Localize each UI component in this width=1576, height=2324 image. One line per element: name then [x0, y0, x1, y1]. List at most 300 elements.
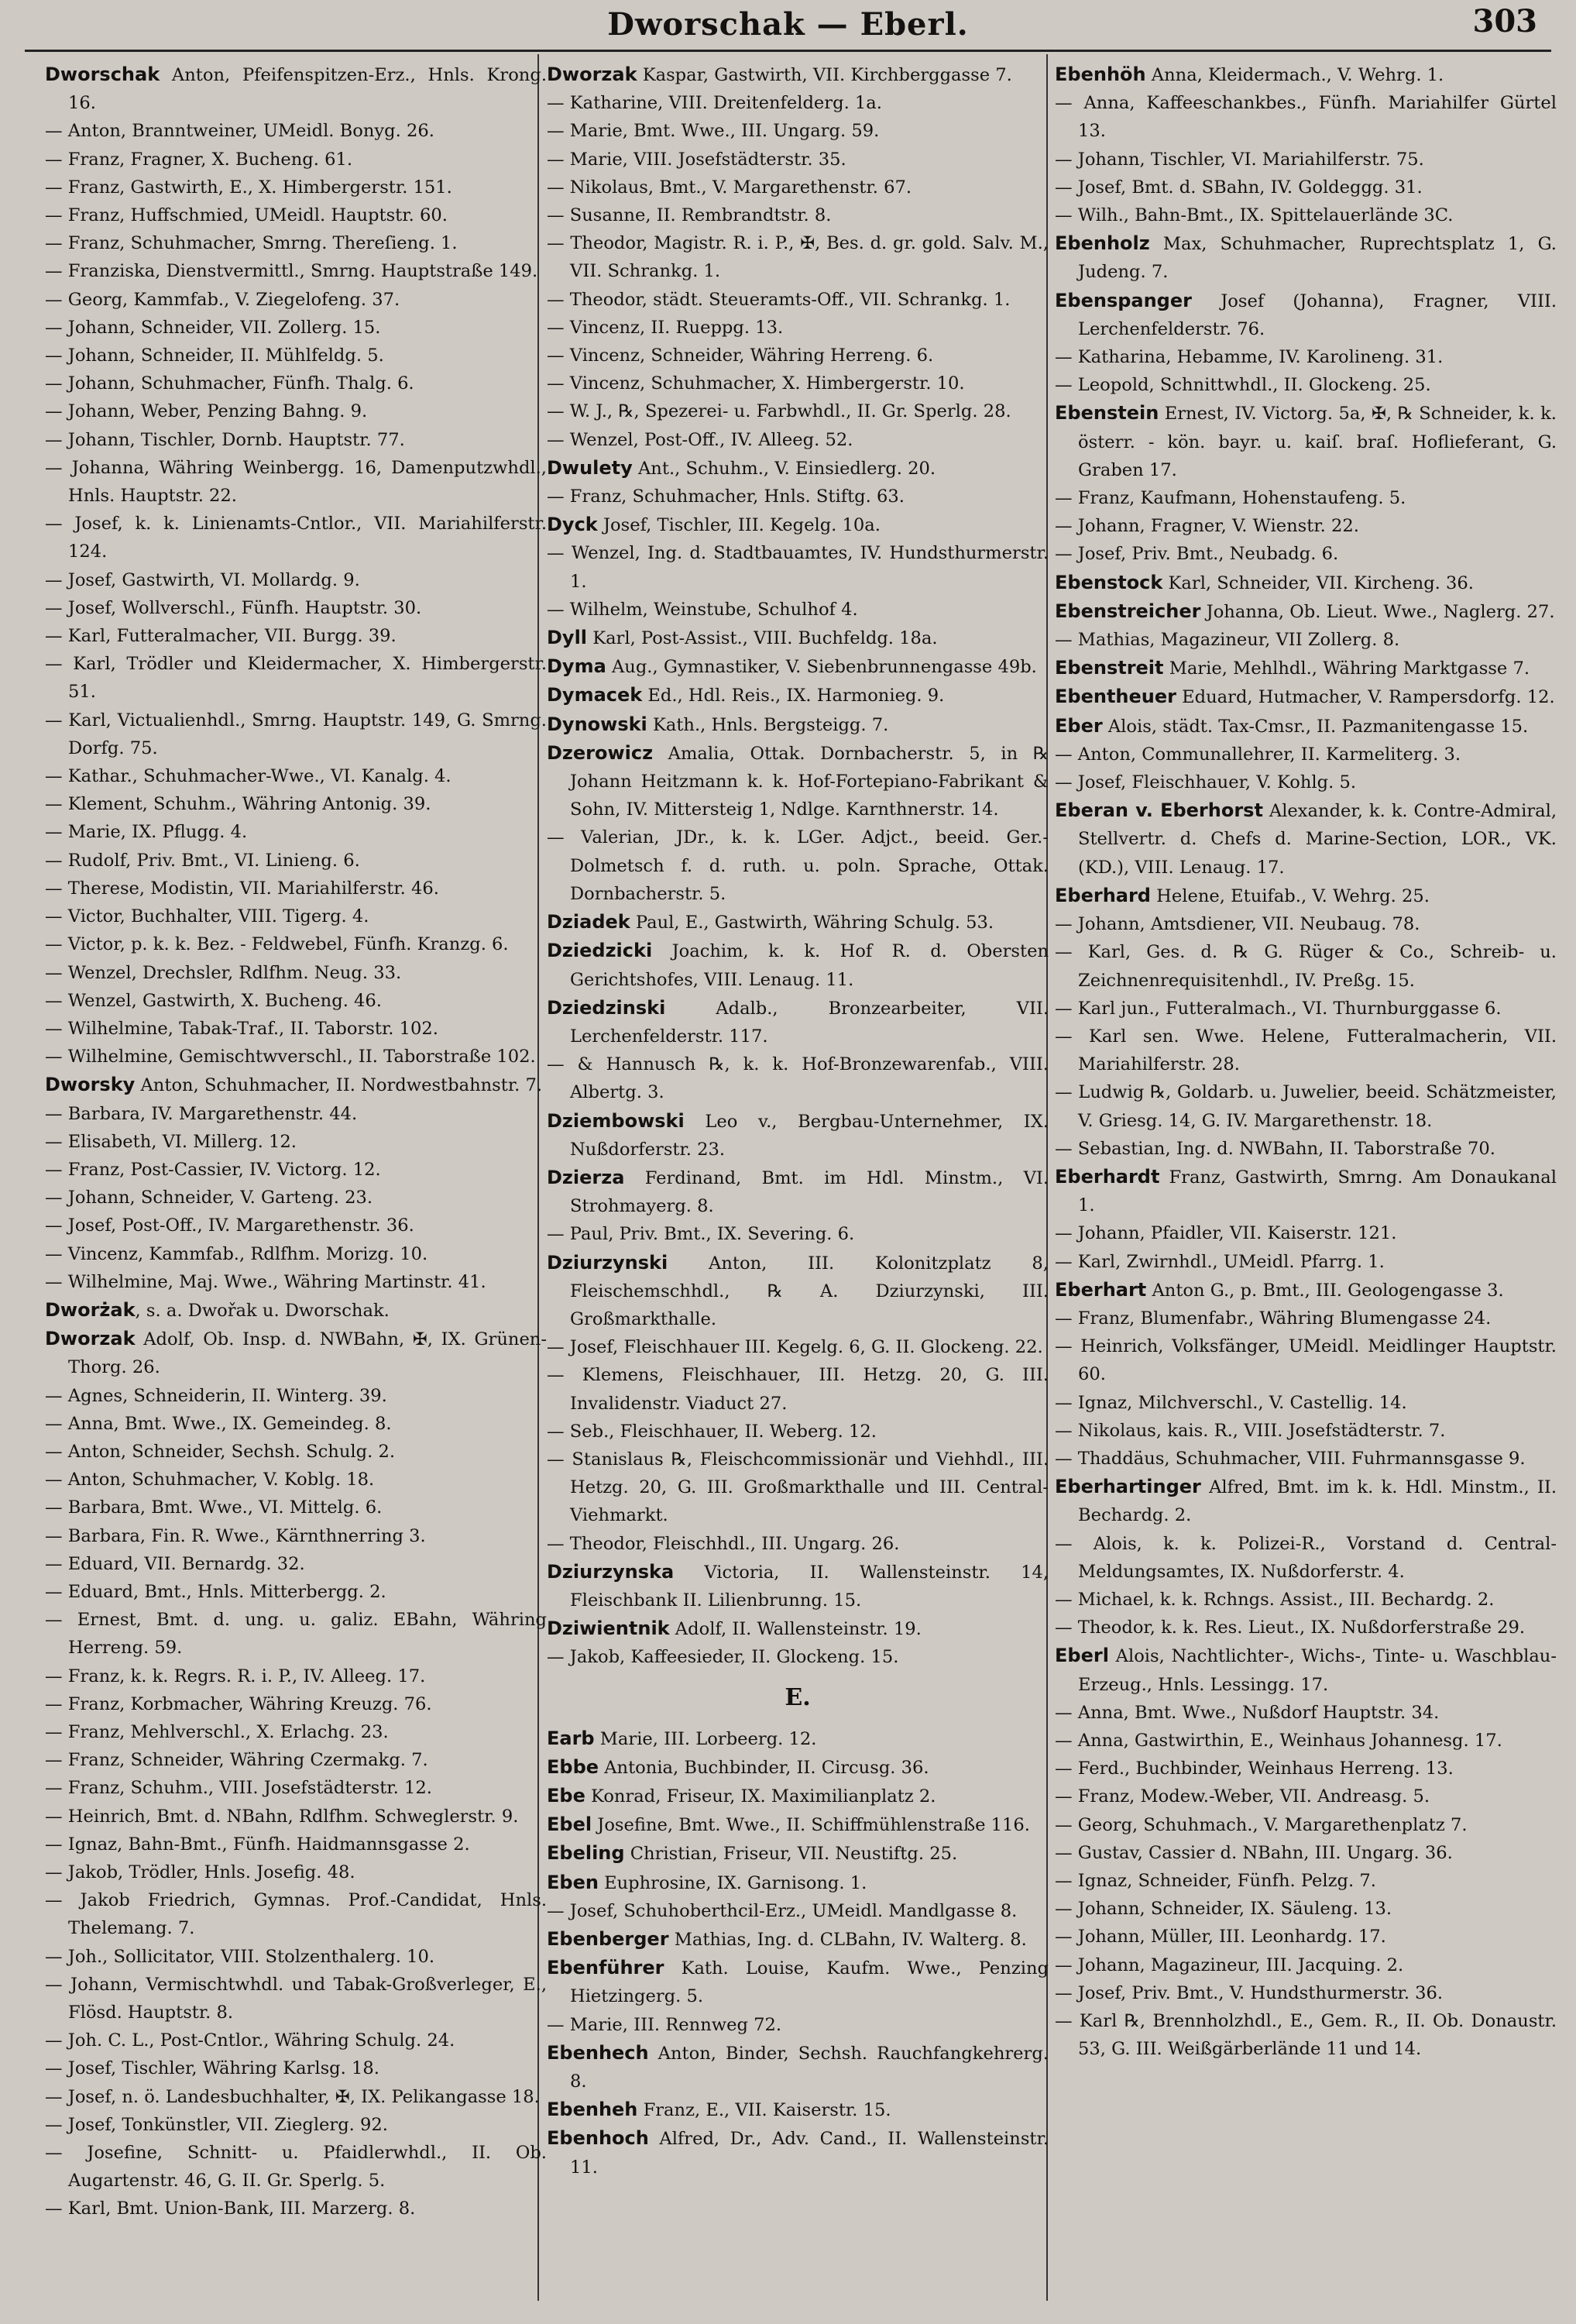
entry-text: Johanna, Ob. Lieut. Wwe., Naglerg. 27.: [1200, 601, 1555, 622]
directory-entry: [45, 1718, 547, 1746]
entry-surname: Eben: [547, 1871, 599, 1893]
entry-surname: Ebeling: [547, 1842, 625, 1865]
entry-text: Karl, Post-Assist., VIII. Buchfeldg. 18a.: [587, 628, 938, 649]
entry-text: — Marie, IX. Pflugg. 4.: [45, 822, 248, 843]
entry-text: Aug., Gymnastiker, V. Siebenbrunnengasse 49b.: [606, 657, 1037, 678]
entry-text: — Wilhelmine, Tabak-Traf., II. Taborstr. 102.: [45, 1018, 438, 1039]
entry-text: — Kathar., Schuhmacher-Wwe., VI. Kanalg. 4.: [45, 766, 452, 787]
entry-surname: Dziadek: [547, 911, 630, 933]
directory-entry: [45, 1240, 547, 1268]
directory-entry: [547, 229, 1049, 285]
entry-surname: Ebenheh: [547, 2099, 638, 2121]
entry-text: — Josef, Tischler, Währing Karlsg. 18.: [45, 2058, 379, 2079]
directory-entry: [1055, 512, 1557, 540]
entry-text: Marie, Mehlhdl., Währing Marktgasse 7.: [1163, 658, 1530, 679]
directory-entry: [1055, 1389, 1557, 1417]
entry-text: — Johanna, Währing Weinbergg. 16, Damenputzwhdl., Hnls. Hauptstr. 22.: [45, 457, 547, 507]
directory-entry: [45, 790, 547, 818]
directory-entry: [45, 1296, 547, 1325]
entry-text: — Johann, Tischler, VI. Mariahilferstr. 75.: [1055, 149, 1424, 170]
entry-text: — Johann, Magazineur, III. Jacquing. 2.: [1055, 1954, 1404, 1975]
entry-text: — Vincenz, Kammfab., Rdlfhm. Morizg. 10.: [45, 1243, 428, 1264]
entry-text: Helene, Etuifab., V. Wehrg. 25.: [1150, 885, 1430, 906]
entry-text: — Franz, k. k. Regrs. R. i. P., IV. Alleeg. 17.: [45, 1666, 426, 1686]
entry-text: Ferdinand, Bmt. im Hdl. Minstm., VI. Strohmayerg. 8.: [570, 1167, 1049, 1217]
directory-entry: [547, 342, 1049, 370]
entry-text: — Franz, Huffschmied, UMeidl. Hauptstr. 60.: [45, 205, 448, 226]
entry-surname: Ebenstreicher: [1055, 600, 1201, 622]
directory-entry: [1055, 626, 1557, 654]
entry-text: — Anna, Bmt. Wwe., IX. Gemeindeg. 8.: [45, 1413, 392, 1434]
entry-text: — Katharine, VIII. Dreitenfelderg. 1a.: [547, 93, 882, 114]
directory-entry: [547, 201, 1049, 229]
directory-entry: [1055, 1417, 1557, 1445]
column-1: [45, 60, 547, 2303]
directory-entry: [1055, 1023, 1557, 1078]
directory-entry: [45, 959, 547, 987]
directory-entry: [547, 596, 1049, 624]
entry-text: Ant., Schuhm., V. Einsiedlerg. 20.: [632, 458, 936, 479]
directory-entry: [45, 201, 547, 229]
entry-text: — Karl sen. Wwe. Helene, Futteralmacherin, VII. Mariahilferstr. 28.: [1055, 1026, 1557, 1075]
entry-text: — Ferd., Buchbinder, Weinhaus Herreng. 13.: [1055, 1758, 1454, 1779]
directory-entry: [45, 847, 547, 875]
entry-text: — Karl, Trödler und Kleidermacher, X. Himbergerstr. 51.: [45, 654, 547, 703]
page-header: [0, 0, 1576, 51]
directory-entry: [45, 1494, 547, 1521]
entry-text: — Johann, Schneider, II. Mühlfeldg. 5.: [45, 346, 384, 366]
entry-surname: Dziurzynski: [547, 1251, 668, 1274]
entry-text: — Franz, Gastwirth, E., X. Himbergerstr. 151.: [45, 177, 452, 198]
entry-text: Anna, Kleidermach., V. Wehrg. 1.: [1145, 65, 1444, 85]
entry-text: — Seb., Fleischhauer, II. Weberg. 12.: [547, 1421, 877, 1442]
directory-entry: [547, 146, 1049, 174]
directory-entry: [1055, 654, 1557, 682]
directory-entry: [1055, 371, 1557, 399]
entry-surname: Dzerowicz: [547, 741, 654, 764]
directory-entry: [45, 2054, 547, 2082]
page-number: 303: [1472, 3, 1537, 40]
entry-surname: Dziurzynska: [547, 1560, 675, 1583]
directory-entry: [45, 1184, 547, 1212]
directory-entry: [45, 2111, 547, 2139]
entry-text: — Franz, Schuhm., VIII. Josefstädterstr. 12.: [45, 1778, 432, 1799]
directory-entry: [45, 1015, 547, 1043]
entry-text: Christian, Friseur, VII. Neustiftg. 25.: [624, 1844, 958, 1865]
entry-text: — Franz, Korbmacher, Währing Kreuzg. 76.: [45, 1693, 432, 1714]
directory-entry: [547, 1220, 1049, 1248]
entry-text: Anton, Binder, Sechsh. Rauchfangkehrerg. 8.: [570, 2043, 1049, 2092]
directory-entry: [547, 1724, 1049, 1753]
entry-text: — Johann, Schneider, V. Garteng. 23.: [45, 1188, 373, 1208]
entry-text: — Heinrich, Volksfänger, UMeidl. Meidlinger Hauptstr. 60.: [1055, 1336, 1557, 1385]
entry-text: — Franz, Post-Cassier, IV. Victorg. 12.: [45, 1159, 381, 1180]
entry-surname: Dynowski: [547, 713, 647, 735]
entry-text: Antonia, Buchbinder, II. Circusg. 36.: [599, 1757, 929, 1778]
entry-surname: Eberhart: [1055, 1278, 1147, 1301]
entry-text: — Marie, VIII. Josefstädterstr. 35.: [547, 149, 846, 170]
entry-text: — Eduard, VII. Bernardg. 32.: [45, 1553, 305, 1574]
entry-text: — Wilh., Bahn-Bmt., IX. Spittelauerlände 3C.: [1055, 205, 1454, 226]
directory-entry: [45, 875, 547, 902]
entry-text: — Josef, Fleischhauer, V. Kohlg. 5.: [1055, 772, 1357, 793]
directory-entry: [45, 622, 547, 650]
directory-entry: [1055, 796, 1557, 882]
directory-entry: [45, 1971, 547, 2027]
entry-text: Victoria, II. Wallensteinstr. 14, Fleischbank II. Lilienbrunng. 15.: [570, 1562, 1049, 1611]
entry-text: — Georg, Schuhmach., V. Margarethenplatz 7.: [1055, 1814, 1468, 1835]
directory-entry: [1055, 1473, 1557, 1529]
entry-text: Adolf, Ob. Insp. d. NWBahn, ✠, IX. Grünen-Thorg. 26.: [68, 1329, 547, 1378]
entry-text: — Elisabeth, VI. Millerg. 12.: [45, 1131, 297, 1152]
entry-text: — Nikolaus, Bmt., V. Margarethenstr. 67.: [547, 177, 912, 198]
entry-text: — Karl ℞, Brennholzhdl., E., Gem. R., II. Ob. Donaustr. 53, G. III. Weißgärberlände 11 und 14.: [1055, 2011, 1557, 2060]
entry-text: — Josef, Post-Off., IV. Margarethenstr. 36.: [45, 1215, 414, 1236]
directory-entry: [1055, 1755, 1557, 1783]
entry-text: — Johann, Tischler, Dornb. Hauptstr. 77.: [45, 429, 405, 450]
entry-surname: Dworzak: [45, 1328, 136, 1350]
directory-entry: [547, 483, 1049, 511]
entry-surname: Dziembowski: [547, 1109, 685, 1132]
entry-text: — Josef, Wollverschl., Fünfh. Hauptstr. 30.: [45, 597, 422, 618]
directory-entry: [45, 1831, 547, 1858]
directory-entry: [45, 594, 547, 622]
directory-entry: [1055, 768, 1557, 796]
directory-entry: [45, 1325, 547, 1381]
directory-entry: [547, 89, 1049, 117]
directory-entry: [547, 314, 1049, 342]
entry-text: Adolf, II. Wallensteinstr. 19.: [669, 1619, 922, 1640]
directory-entry: [45, 930, 547, 958]
directory-entry: [45, 314, 547, 342]
entry-text: — Franz, Fragner, X. Bucheng. 61.: [45, 149, 353, 170]
entry-text: — Franz, Modew.-Weber, VII. Andreasg. 5.: [1055, 1786, 1430, 1807]
entry-text: Josef (Johanna), Fragner, VIII. Lerchenfelderstr. 76.: [1078, 290, 1557, 339]
directory-entry: [45, 510, 547, 566]
directory-entry: [547, 370, 1049, 397]
directory-entry: [1055, 1305, 1557, 1332]
entry-text: — Joh. C. L., Post-Cntlor., Währing Schulg. 24.: [45, 2030, 455, 2051]
entry-text: Anton, Pfeifenspitzen-Erz., Hnls. Krong. 16.: [68, 65, 547, 114]
directory-entry: [1055, 1642, 1557, 1698]
directory-entry: [547, 681, 1049, 710]
entry-text: — Marie, Bmt. Wwe., III. Ungarg. 59.: [547, 121, 880, 142]
entry-text: Kath., Hnls. Bergsteigg. 7.: [647, 714, 889, 735]
directory-entry: [547, 710, 1049, 739]
entry-text: — Vincenz, Schneider, Währing Herreng. 6.: [547, 346, 934, 366]
directory-entry: [1055, 229, 1557, 286]
entry-text: — Barbara, Bmt. Wwe., VI. Mittelg. 6.: [45, 1497, 383, 1518]
directory-entry: [45, 902, 547, 930]
entry-text: Kaspar, Gastwirth, VII. Kirchberggasse 7.: [637, 65, 1012, 85]
directory-entry: [547, 1954, 1049, 2010]
entry-text: Alfred, Dr., Adv. Cand., II. Wallensteinstr. 11.: [570, 2129, 1049, 2178]
entry-surname: Ebenspanger: [1055, 289, 1192, 311]
entry-text: — Georg, Kammfab., V. Ziegelofeng. 37.: [45, 289, 400, 310]
entry-surname: Ebenstreit: [1055, 657, 1164, 679]
entry-text: — Barbara, Fin. R. Wwe., Kärnthnerring 3.: [45, 1525, 426, 1546]
entry-text: — Ignaz, Milchverschl., V. Castellig. 14.: [1055, 1392, 1407, 1413]
entry-surname: Dzierza: [547, 1166, 625, 1188]
entry-text: — Wenzel, Ing. d. Stadtbauamtes, IV. Hundsthurmerstr. 1.: [547, 543, 1049, 592]
directory-entry: [547, 1361, 1049, 1417]
directory-entry: [547, 60, 1049, 89]
directory-entry: [547, 1249, 1049, 1334]
directory-entry: [1055, 1163, 1557, 1219]
entry-text: Marie, III. Lorbeerg. 12.: [594, 1728, 817, 1749]
directory-entry: [547, 994, 1049, 1050]
entry-text: — Franz, Schneider, Währing Czermakg. 7.: [45, 1750, 428, 1771]
directory-entry: [45, 60, 547, 117]
entry-surname: Dworsky: [45, 1074, 136, 1096]
entry-text: Anton, Schuhmacher, II. Nordwestbahnstr. 7.: [135, 1075, 543, 1096]
entry-surname: Eberan v. Eberhorst: [1055, 799, 1263, 822]
entry-text: — Thaddäus, Schuhmacher, VIII. Fuhrmannsgasse 9.: [1055, 1448, 1526, 1469]
directory-entry: [45, 257, 547, 285]
entry-text: — Karl, Futteralmacher, VII. Burgg. 39.: [45, 626, 397, 647]
directory-entry: [1055, 1078, 1557, 1134]
directory-entry: [45, 229, 547, 257]
entry-text: Alois, städt. Tax-Cmsr., II. Pazmanitengasse 15.: [1102, 716, 1529, 737]
directory-entry: [1055, 1332, 1557, 1388]
entry-text: — Nikolaus, kais. R., VIII. Josefstädterstr. 7.: [1055, 1420, 1446, 1441]
entry-text: — Joh., Sollicitator, VIII. Stolzenthalerg. 10.: [45, 1946, 435, 1967]
directory-entry: [1055, 569, 1557, 597]
entry-text: — Johann, Schneider, IX. Säuleng. 13.: [1055, 1899, 1392, 1920]
directory-entry: [45, 286, 547, 314]
entry-text: Josefine, Bmt. Wwe., II. Schiffmühlenstraße 116.: [592, 1815, 1030, 1836]
directory-entry: [45, 1156, 547, 1184]
directory-entry: [1055, 910, 1557, 938]
entry-text: — W. J., ℞, Spezerei- u. Farbwhdl., II. Gr. Sperlg. 28.: [547, 401, 1011, 422]
entry-text: — & Hannusch ℞, k. k. Hof-Bronzewarenfab., VIII. Albertg. 3.: [547, 1054, 1049, 1103]
directory-entry: [547, 624, 1049, 652]
directory-entry: [547, 511, 1049, 539]
entry-surname: Eberhard: [1055, 884, 1151, 906]
entry-text: — Anna, Gastwirthin, E., Weinhaus Johannesg. 17.: [1055, 1730, 1502, 1751]
entry-text: Kath. Louise, Kaufm. Wwe., Penzing Hietzingerg. 5.: [570, 1958, 1049, 2007]
entry-text: Anton G., p. Bmt., III. Geologengasse 3.: [1146, 1280, 1504, 1301]
entry-text: , s. a. Dwořak u. Dworschak.: [135, 1300, 390, 1321]
directory-entry: [1055, 882, 1557, 910]
directory-entry: [1055, 1811, 1557, 1839]
entry-text: — Anton, Communallehrer, II. Karmeliterg. 3.: [1055, 744, 1461, 765]
entry-text: — Anna, Kaffeeschankbes., Fünfh. Mariahilfer Gürtel 13.: [1055, 93, 1557, 142]
directory-entry: [547, 937, 1049, 993]
entry-surname: Eberhardt: [1055, 1165, 1160, 1188]
section-heading: E.: [785, 1683, 811, 1711]
entry-text: — Leopold, Schnittwhdl., II. Glockeng. 25.: [1055, 375, 1431, 396]
entry-text: Franz, E., VII. Kaiserstr. 15.: [637, 2100, 891, 2121]
entry-text: — Johann, Fragner, V. Wienstr. 22.: [1055, 516, 1359, 537]
entry-text: Alexander, k. k. Contre-Admiral, Stellvertr. d. Chefs d. Marine-Section, LOR., VK. (KD.), VIII. Lenaug. 17.: [1078, 801, 1557, 878]
directory-entry: [45, 342, 547, 370]
column-2: [547, 60, 1049, 2303]
directory-entry: [45, 397, 547, 425]
directory-entry: [45, 1466, 547, 1494]
entry-text: — Wilhelmine, Gemischtwverschl., II. Taborstraße 102.: [45, 1047, 536, 1067]
entry-text: — Karl, Ges. d. ℞ G. Rüger & Co., Schreib- u. Zeichnenrequisitenhdl., IV. Preßg. 15.: [1055, 942, 1557, 991]
directory-entry: [45, 1578, 547, 1606]
directory-entry: [547, 1050, 1049, 1106]
entry-text: — Wilhelmine, Maj. Wwe., Währing Martinstr. 41.: [45, 1271, 486, 1292]
entry-surname: Ebenhoch: [547, 2127, 649, 2150]
entry-surname: Dyll: [547, 627, 588, 649]
directory-entry: [1055, 1783, 1557, 1810]
directory-entry: [547, 286, 1049, 314]
directory-entry: [45, 566, 547, 594]
entry-text: — Gustav, Cassier d. NBahn, III. Ungarg. 36.: [1055, 1842, 1453, 1863]
entry-text: — Ignaz, Schneider, Fünfh. Pelzg. 7.: [1055, 1871, 1376, 1891]
directory-entry: [547, 908, 1049, 937]
directory-entry: [45, 2083, 547, 2111]
directory-entry: [547, 1925, 1049, 1954]
directory-entry: [45, 987, 547, 1015]
directory-entry: [45, 1746, 547, 1774]
directory-entry: [547, 426, 1049, 454]
entry-text: — Josef, Schuhoberthcil-Erz., UMeidl. Mandlgasse 8.: [547, 1900, 1018, 1921]
column-3: [1055, 60, 1557, 2303]
directory-entry: [1055, 1923, 1557, 1951]
directory-entry: [1055, 484, 1557, 512]
running-head: Dworschak — Eberl.: [607, 6, 969, 43]
entry-text: — Susanne, II. Rembrandtstr. 8.: [547, 205, 832, 226]
directory-entry: [1055, 712, 1557, 741]
entry-text: — Vincenz, Schuhmacher, X. Himbergerstr. 10.: [547, 373, 965, 394]
entry-text: — Victor, p. k. k. Bez. - Feldwebel, Fünfh. Kranzg. 6.: [45, 934, 509, 955]
entry-text: Anton, III. Kolonitzplatz 8, Fleischemschhdl., ℞ A. Dziurzynski, III. Großmarkthalle.: [570, 1253, 1049, 1329]
entry-text: — Anna, Bmt. Wwe., Nußdorf Hauptstr. 34.: [1055, 1702, 1440, 1723]
directory-entry: [45, 1128, 547, 1156]
entry-text: Eduard, Hutmacher, V. Rampersdorfg. 12.: [1176, 687, 1555, 708]
entry-surname: Dwulety: [547, 456, 633, 479]
entry-text: — Rudolf, Priv. Bmt., VI. Linieng. 6.: [45, 850, 360, 871]
entry-surname: Dziwientnik: [547, 1618, 670, 1640]
entry-text: — Wenzel, Drechsler, Rdlfhm. Neug. 33.: [45, 962, 402, 983]
entry-text: Paul, E., Gastwirth, Währing Schulg. 53.: [630, 913, 994, 933]
directory-entry: [1055, 1248, 1557, 1276]
entry-surname: Ebel: [547, 1813, 592, 1836]
directory-entry: [547, 2011, 1049, 2039]
directory-entry: [1055, 995, 1557, 1023]
directory-entry: [1055, 1979, 1557, 2007]
entry-text: — Franz, Schuhmacher, Smrng. Thereſieng. 1.: [45, 233, 458, 254]
directory-entry: [45, 1886, 547, 1942]
directory-entry: [1055, 741, 1557, 768]
entry-text: — Theodor, k. k. Res. Lieut., IX. Nußdorferstraße 29.: [1055, 1618, 1526, 1638]
entry-text: Alois, Nachtlichter-, Wichs-, Tinte- u. Waschblau-Erzeug., Hnls. Lessingg. 17.: [1078, 1646, 1557, 1695]
entry-text: — Anton, Schneider, Sechsh. Schulg. 2.: [45, 1441, 395, 1462]
directory-entry: [1055, 343, 1557, 371]
entry-text: Franz, Gastwirth, Smrng. Am Donaukanal 1.: [1078, 1167, 1557, 1216]
entry-text: — Ignaz, Bahn-Bmt., Fünfh. Haidmannsgasse 2.: [45, 1834, 470, 1855]
entry-text: — Victor, Buchhalter, VIII. Tigerg. 4.: [45, 906, 369, 927]
entry-text: — Eduard, Bmt., Hnls. Mitterbergg. 2.: [45, 1581, 386, 1602]
entry-text: — Ludwig ℞, Goldarb. u. Juwelier, beeid. Schätzmeister, V. Griesg. 14, G. IV. Margarethenstr. 18.: [1055, 1082, 1557, 1131]
directory-entry: [45, 1268, 547, 1296]
entry-text: Euphrosine, IX. Garnisong. 1.: [598, 1872, 867, 1893]
entry-text: — Ernest, Bmt. d. ung. u. galiz. EBahn, Währing Herreng. 59.: [45, 1610, 547, 1659]
directory-entry: [547, 1446, 1049, 1530]
directory-entry: [45, 426, 547, 454]
directory-entry: [45, 146, 547, 174]
entry-text: — Theodor, Magistr. R. i. P., ✠, Bes. d. gr. gold. Salv. M., VII. Schrankg. 1.: [547, 233, 1049, 282]
header-rule: [25, 50, 1551, 52]
directory-entry: [1055, 1699, 1557, 1727]
directory-entry: [45, 2195, 547, 2223]
directory-entry: [547, 1643, 1049, 1671]
directory-entry: [1055, 597, 1557, 626]
entry-text: — Josef, Priv. Bmt., V. Hundsthurmerstr. 36.: [1055, 1982, 1444, 2003]
entry-text: — Anton, Branntweiner, UMeidl. Bonyg. 26.: [45, 121, 434, 142]
entry-surname: Dziedzinski: [547, 996, 666, 1019]
entry-text: — Stanislaus ℞, Fleischcommissionär und Viehhdl., III. Hetzg. 20, G. III. Großmarkthalle und III. Central-Viehmarkt.: [547, 1449, 1049, 1526]
directory-entry: [1055, 1219, 1557, 1247]
directory-entry: [547, 454, 1049, 483]
entry-text: — Michael, k. k. Rchngs. Assist., III. Bechardg. 2.: [1055, 1589, 1495, 1610]
entry-text: — Josef, Gastwirth, VI. Mollardg. 9.: [45, 569, 360, 590]
entry-text: — Marie, III. Rennweg 72.: [547, 2014, 782, 2035]
entry-text: — Johann, Pfaidler, VII. Kaiserstr. 121.: [1055, 1223, 1397, 1244]
directory-entry: [547, 2095, 1049, 2124]
entry-text: Amalia, Ottak. Dornbacherstr. 5, in ℞ Johann Heitzmann k. k. Hof-Fortepiano-Fabrikant & Sohn, IV. Mittersteig 1, Ndlge. Karnthnerstr. 14.: [570, 743, 1049, 820]
directory-entry: [45, 1100, 547, 1128]
directory-entry: [45, 1690, 547, 1718]
directory-entry: [1055, 1895, 1557, 1923]
entry-text: — Klemens, Fleischhauer, III. Hetzg. 20, G. III. Invalidenstr. Viaduct 27.: [547, 1365, 1049, 1414]
entry-surname: Dziedzicki: [547, 940, 653, 962]
directory-entry: [1055, 1839, 1557, 1867]
entry-surname: Ebbe: [547, 1755, 599, 1778]
directory-entry: [547, 539, 1049, 595]
entry-surname: Dyma: [547, 655, 606, 678]
directory-entry: [45, 1438, 547, 1466]
entry-surname: Earb: [547, 1727, 595, 1749]
directory-entry: [547, 2039, 1049, 2095]
directory-entry: [45, 1071, 547, 1099]
entry-text: Konrad, Friseur, IX. Maximilianplatz 2.: [585, 1786, 936, 1807]
entry-text: — Johann, Müller, III. Leonhardg. 17.: [1055, 1927, 1386, 1948]
directory-entry: [45, 2027, 547, 2054]
entry-text: Karl, Schneider, VII. Kircheng. 36.: [1162, 572, 1474, 593]
directory-entry: [547, 739, 1049, 824]
entry-surname: Ebenholz: [1055, 232, 1150, 255]
directory-entry: [1055, 287, 1557, 343]
directory-entry: [1055, 938, 1557, 994]
entry-text: — Franz, Mehlverschl., X. Erlachg. 23.: [45, 1721, 389, 1742]
entry-text: — Valerian, JDr., k. k. LGer. Adjct., beeid. Ger.-Dolmetsch f. d. ruth. u. poln. Sprache, Ottak. Dornbacherstr. 5.: [547, 827, 1049, 904]
entry-text: — Johann, Amtsdiener, VII. Neubaug. 78.: [1055, 914, 1420, 935]
directory-entry: [1055, 201, 1557, 229]
entry-surname: Dworzak: [547, 64, 637, 85]
entry-text: — Franz, Schuhmacher, Hnls. Stiftg. 63.: [547, 486, 905, 507]
entry-text: — Josef, n. ö. Landesbuchhalter, ✠, IX. Pelikangasse 18.: [45, 2086, 540, 2107]
entry-text: — Theodor, Fleischhdl., III. Ungarg. 26.: [547, 1533, 900, 1554]
directory-entry: [45, 1410, 547, 1438]
directory-entry: [1055, 1530, 1557, 1586]
entry-surname: Ebenhöh: [1055, 64, 1146, 85]
directory-entry: [45, 117, 547, 145]
directory-entry: [1055, 540, 1557, 568]
directory-entry: [547, 1810, 1049, 1839]
entry-text: — Johann, Schuhmacher, Fünfh. Thalg. 6.: [45, 373, 414, 394]
entry-surname: Dworschak: [45, 64, 160, 85]
directory-entry: [547, 652, 1049, 681]
entry-text: — Agnes, Schneiderin, II. Winterg. 39.: [45, 1385, 387, 1406]
entry-text: — Karl, Bmt. Union-Bank, III. Marzerg. 8.: [45, 2199, 416, 2219]
entry-text: — Anton, Schuhmacher, V. Koblg. 18.: [45, 1470, 375, 1490]
directory-entry: [45, 1662, 547, 1690]
